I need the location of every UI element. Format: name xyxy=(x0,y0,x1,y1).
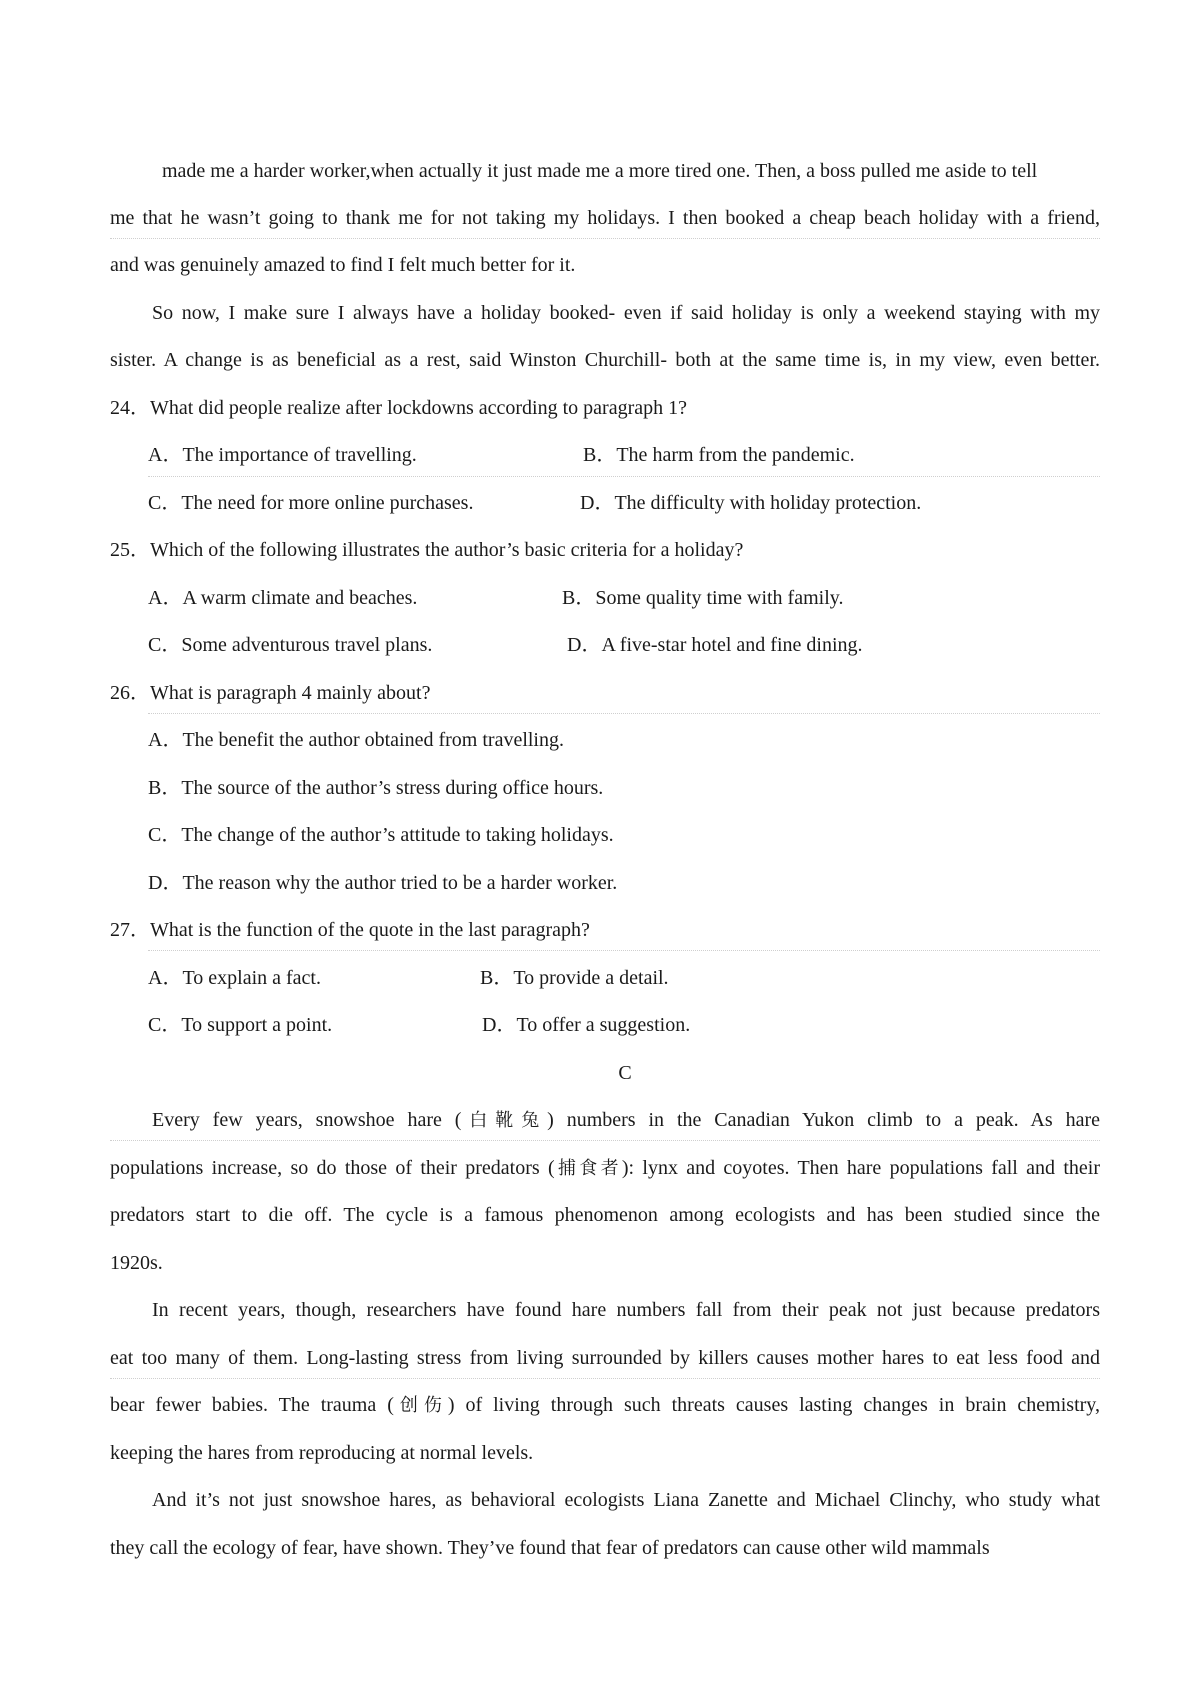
passage-line: Every few years, snowshoe hare (白靴兔) numbers in the Canadian Yukon climb to a peak. As hare xyxy=(152,1109,1100,1131)
dotted-rule xyxy=(148,950,1100,951)
passage-line: they call the ecology of fear, have shown. They’ve found that fear of predators can cause other wild mammals xyxy=(110,1537,990,1559)
option-a[interactable]: A．The importance of travelling. xyxy=(148,444,417,466)
section-heading: C xyxy=(618,1062,632,1084)
option-b[interactable]: B．The source of the author’s stress during office hours. xyxy=(148,777,604,799)
passage-line: predators start to die off. The cycle is a famous phenomenon among ecologists and has been studied since the xyxy=(110,1204,1100,1226)
question-25 xyxy=(110,537,743,563)
question-number: 25． xyxy=(110,539,150,561)
option-c[interactable]: C．The need for more online purchases. xyxy=(148,492,474,514)
question-stem: Which of the following illustrates the author’s basic criteria for a holiday? xyxy=(150,539,744,561)
passage-line: sister. A change is as beneficial as a rest, said Winston Churchill- both at the same time is, in my view, even better. xyxy=(110,349,1100,371)
passage-line: And it’s not just snowshoe hares, as behavioral ecologists Liana Zanette and Michael Clinchy, who study what xyxy=(152,1489,1100,1511)
question-stem: What is paragraph 4 mainly about? xyxy=(150,682,431,704)
question-number: 24． xyxy=(110,397,150,419)
passage-line: So now, I make sure I always have a holiday booked- even if said holiday is only a weekend staying with my xyxy=(152,302,1100,324)
option-b[interactable]: B．Some quality time with family. xyxy=(562,587,844,609)
question-number: 26． xyxy=(110,682,150,704)
passage-line: and was genuinely amazed to find I felt much better for it. xyxy=(110,254,576,276)
question-26 xyxy=(110,680,430,706)
question-stem: What did people realize after lockdowns according to paragraph 1? xyxy=(150,397,687,419)
question-27 xyxy=(110,917,590,943)
option-d[interactable]: D．To offer a suggestion. xyxy=(482,1014,691,1036)
passage-line: made me a harder worker,when actually it just made me a more tired one. Then, a boss pulled me aside to tell xyxy=(162,160,1038,182)
passage-line: bear fewer babies. The trauma (创伤) of living through such threats causes lasting changes in brain chemistry, xyxy=(110,1394,1100,1416)
question-24 xyxy=(110,395,687,421)
option-c[interactable]: C．The change of the author’s attitude to taking holidays. xyxy=(148,824,614,846)
question-stem: What is the function of the quote in the last paragraph? xyxy=(150,919,590,941)
passage-line: keeping the hares from reproducing at normal levels. xyxy=(110,1442,534,1464)
dotted-rule xyxy=(148,713,1100,714)
passage-line: me that he wasn’t going to thank me for not taking my holidays. I then booked a cheap beach holiday with a friend, xyxy=(110,207,1100,229)
question-number: 27． xyxy=(110,919,150,941)
option-d[interactable]: D．The difficulty with holiday protection. xyxy=(580,492,922,514)
option-b[interactable]: B．To provide a detail. xyxy=(480,967,669,989)
dotted-rule xyxy=(110,1140,1100,1141)
option-a[interactable]: A．The benefit the author obtained from travelling. xyxy=(148,729,564,751)
dotted-rule xyxy=(148,476,1100,477)
option-d[interactable]: D．The reason why the author tried to be a harder worker. xyxy=(148,872,618,894)
passage-line: populations increase, so do those of their predators (捕食者): lynx and coyotes. Then hare populations fall and their xyxy=(110,1157,1100,1179)
dotted-rule xyxy=(110,1378,1100,1379)
option-c[interactable]: C．To support a point. xyxy=(148,1014,333,1036)
passage-line: 1920s. xyxy=(110,1252,163,1274)
passage-line: eat too many of them. Long-lasting stress from living surrounded by killers causes mother hares to eat less food and xyxy=(110,1347,1100,1369)
option-c[interactable]: C．Some adventurous travel plans. xyxy=(148,634,433,656)
option-a[interactable]: A．To explain a fact. xyxy=(148,967,321,989)
option-b[interactable]: B．The harm from the pandemic. xyxy=(583,444,855,466)
option-a[interactable]: A．A warm climate and beaches. xyxy=(148,587,418,609)
option-d[interactable]: D．A five-star hotel and fine dining. xyxy=(567,634,863,656)
passage-line: In recent years, though, researchers have found hare numbers fall from their peak not just because predators xyxy=(152,1299,1100,1321)
dotted-rule xyxy=(110,238,1100,239)
